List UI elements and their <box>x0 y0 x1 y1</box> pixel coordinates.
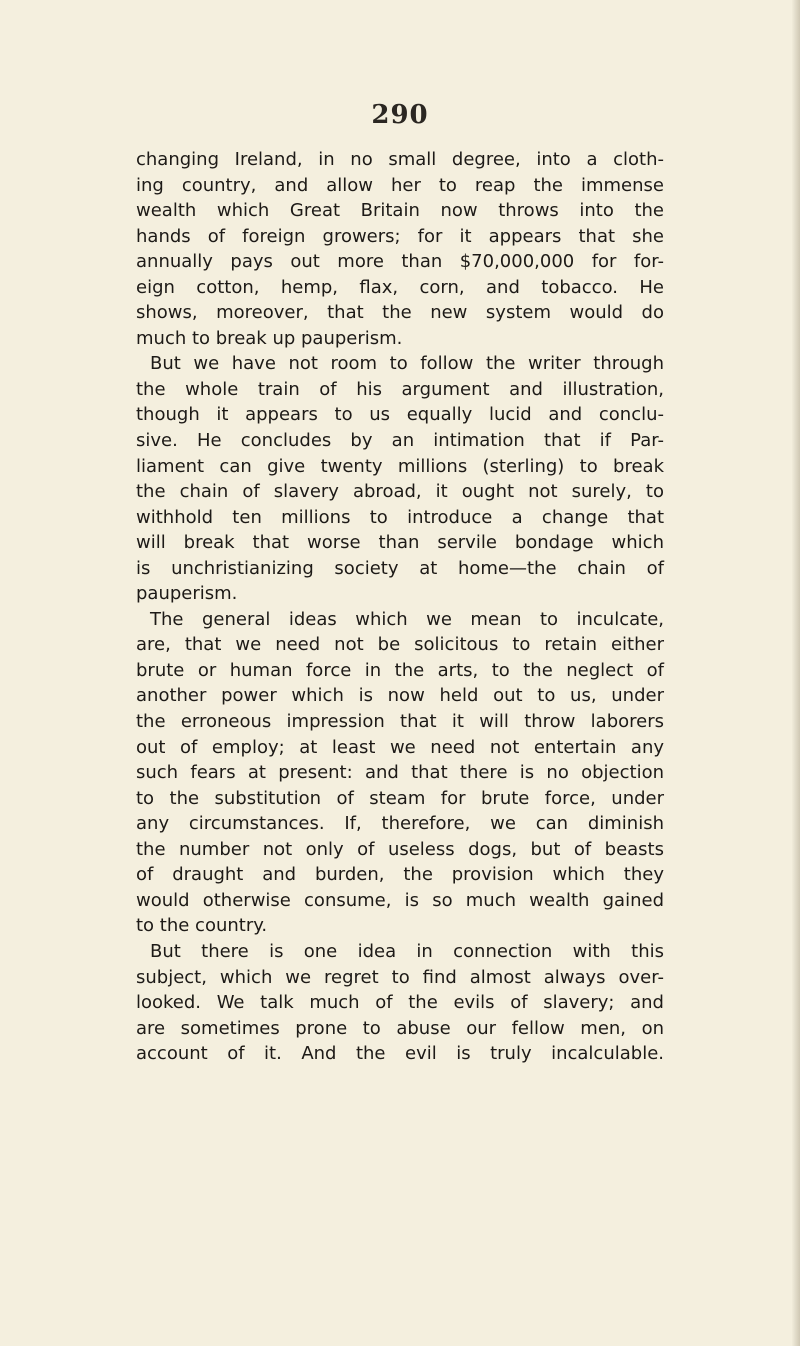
text-line: wealth which Great Britain now throws into the <box>136 200 664 222</box>
text-line: the whole train of his argument and illustration, <box>136 378 664 400</box>
text-line: changing Ireland, in no small degree, into a cloth- <box>136 149 664 170</box>
text-line: such fears at present: and that there is no objection <box>136 762 664 784</box>
text-line: to the country. <box>136 915 268 937</box>
body-text <box>136 147 664 1067</box>
text-line: shows, moreover, that the new system would do <box>136 302 664 324</box>
text-line: ing country, and allow her to reap the immense <box>136 174 664 196</box>
page-edge-shadow <box>792 0 800 1346</box>
text-line: brute or human force in the arts, to the neglect of <box>136 659 664 681</box>
text-line: The general ideas which we mean to inculcate, <box>150 608 664 630</box>
text-line: withhold ten millions to introduce a change that <box>136 506 664 528</box>
text-line: sive. He concludes by an intimation that if Par- <box>136 430 664 452</box>
text-line: much to break up pauperism. <box>136 327 403 349</box>
text-line: of draught and burden, the provision which they <box>136 864 664 886</box>
text-line: eign cotton, hemp, flax, corn, and tobacco. He <box>136 276 664 298</box>
text-line: looked. We talk much of the evils of slavery; and <box>136 992 664 1014</box>
page-number: 290 <box>371 100 429 130</box>
text-line: are sometimes prone to abuse our fellow men, on <box>136 1017 664 1039</box>
text-line: any circumstances. If, therefore, we can diminish <box>136 813 664 835</box>
text-line: would otherwise consume, is so much wealth gained <box>136 889 664 911</box>
text-line: the number not only of useless dogs, but of beasts <box>136 838 664 860</box>
text-line: account of it. And the evil is truly incalculable. <box>136 1043 664 1065</box>
text-line: annually pays out more than $70,000,000 for for- <box>136 251 664 273</box>
text-line: another power which is now held out to us, under <box>136 685 664 707</box>
text-line: hands of foreign growers; for it appears that she <box>136 225 664 247</box>
text-line: to the substitution of steam for brute force, under <box>136 787 664 809</box>
text-line: subject, which we regret to find almost always over- <box>136 966 664 988</box>
text-line: will break that worse than servile bondage which <box>136 532 664 554</box>
text-line: But there is one idea in connection with this <box>150 940 664 962</box>
text-line: the chain of slavery abroad, it ought not surely, to <box>136 481 664 503</box>
text-line: liament can give twenty millions (sterling) to break <box>136 455 664 477</box>
text-line: out of employ; at least we need not entertain any <box>136 736 664 758</box>
text-line: is unchristianizing society at home—the chain of <box>136 557 664 579</box>
text-line: are, that we need not be solicitous to retain either <box>136 634 664 656</box>
text-line: though it appears to us equally lucid and conclu- <box>136 404 664 426</box>
text-line: the erroneous impression that it will throw laborers <box>136 711 664 733</box>
text-line: But we have not room to follow the writer through <box>150 353 664 375</box>
text-line: pauperism. <box>136 583 238 605</box>
